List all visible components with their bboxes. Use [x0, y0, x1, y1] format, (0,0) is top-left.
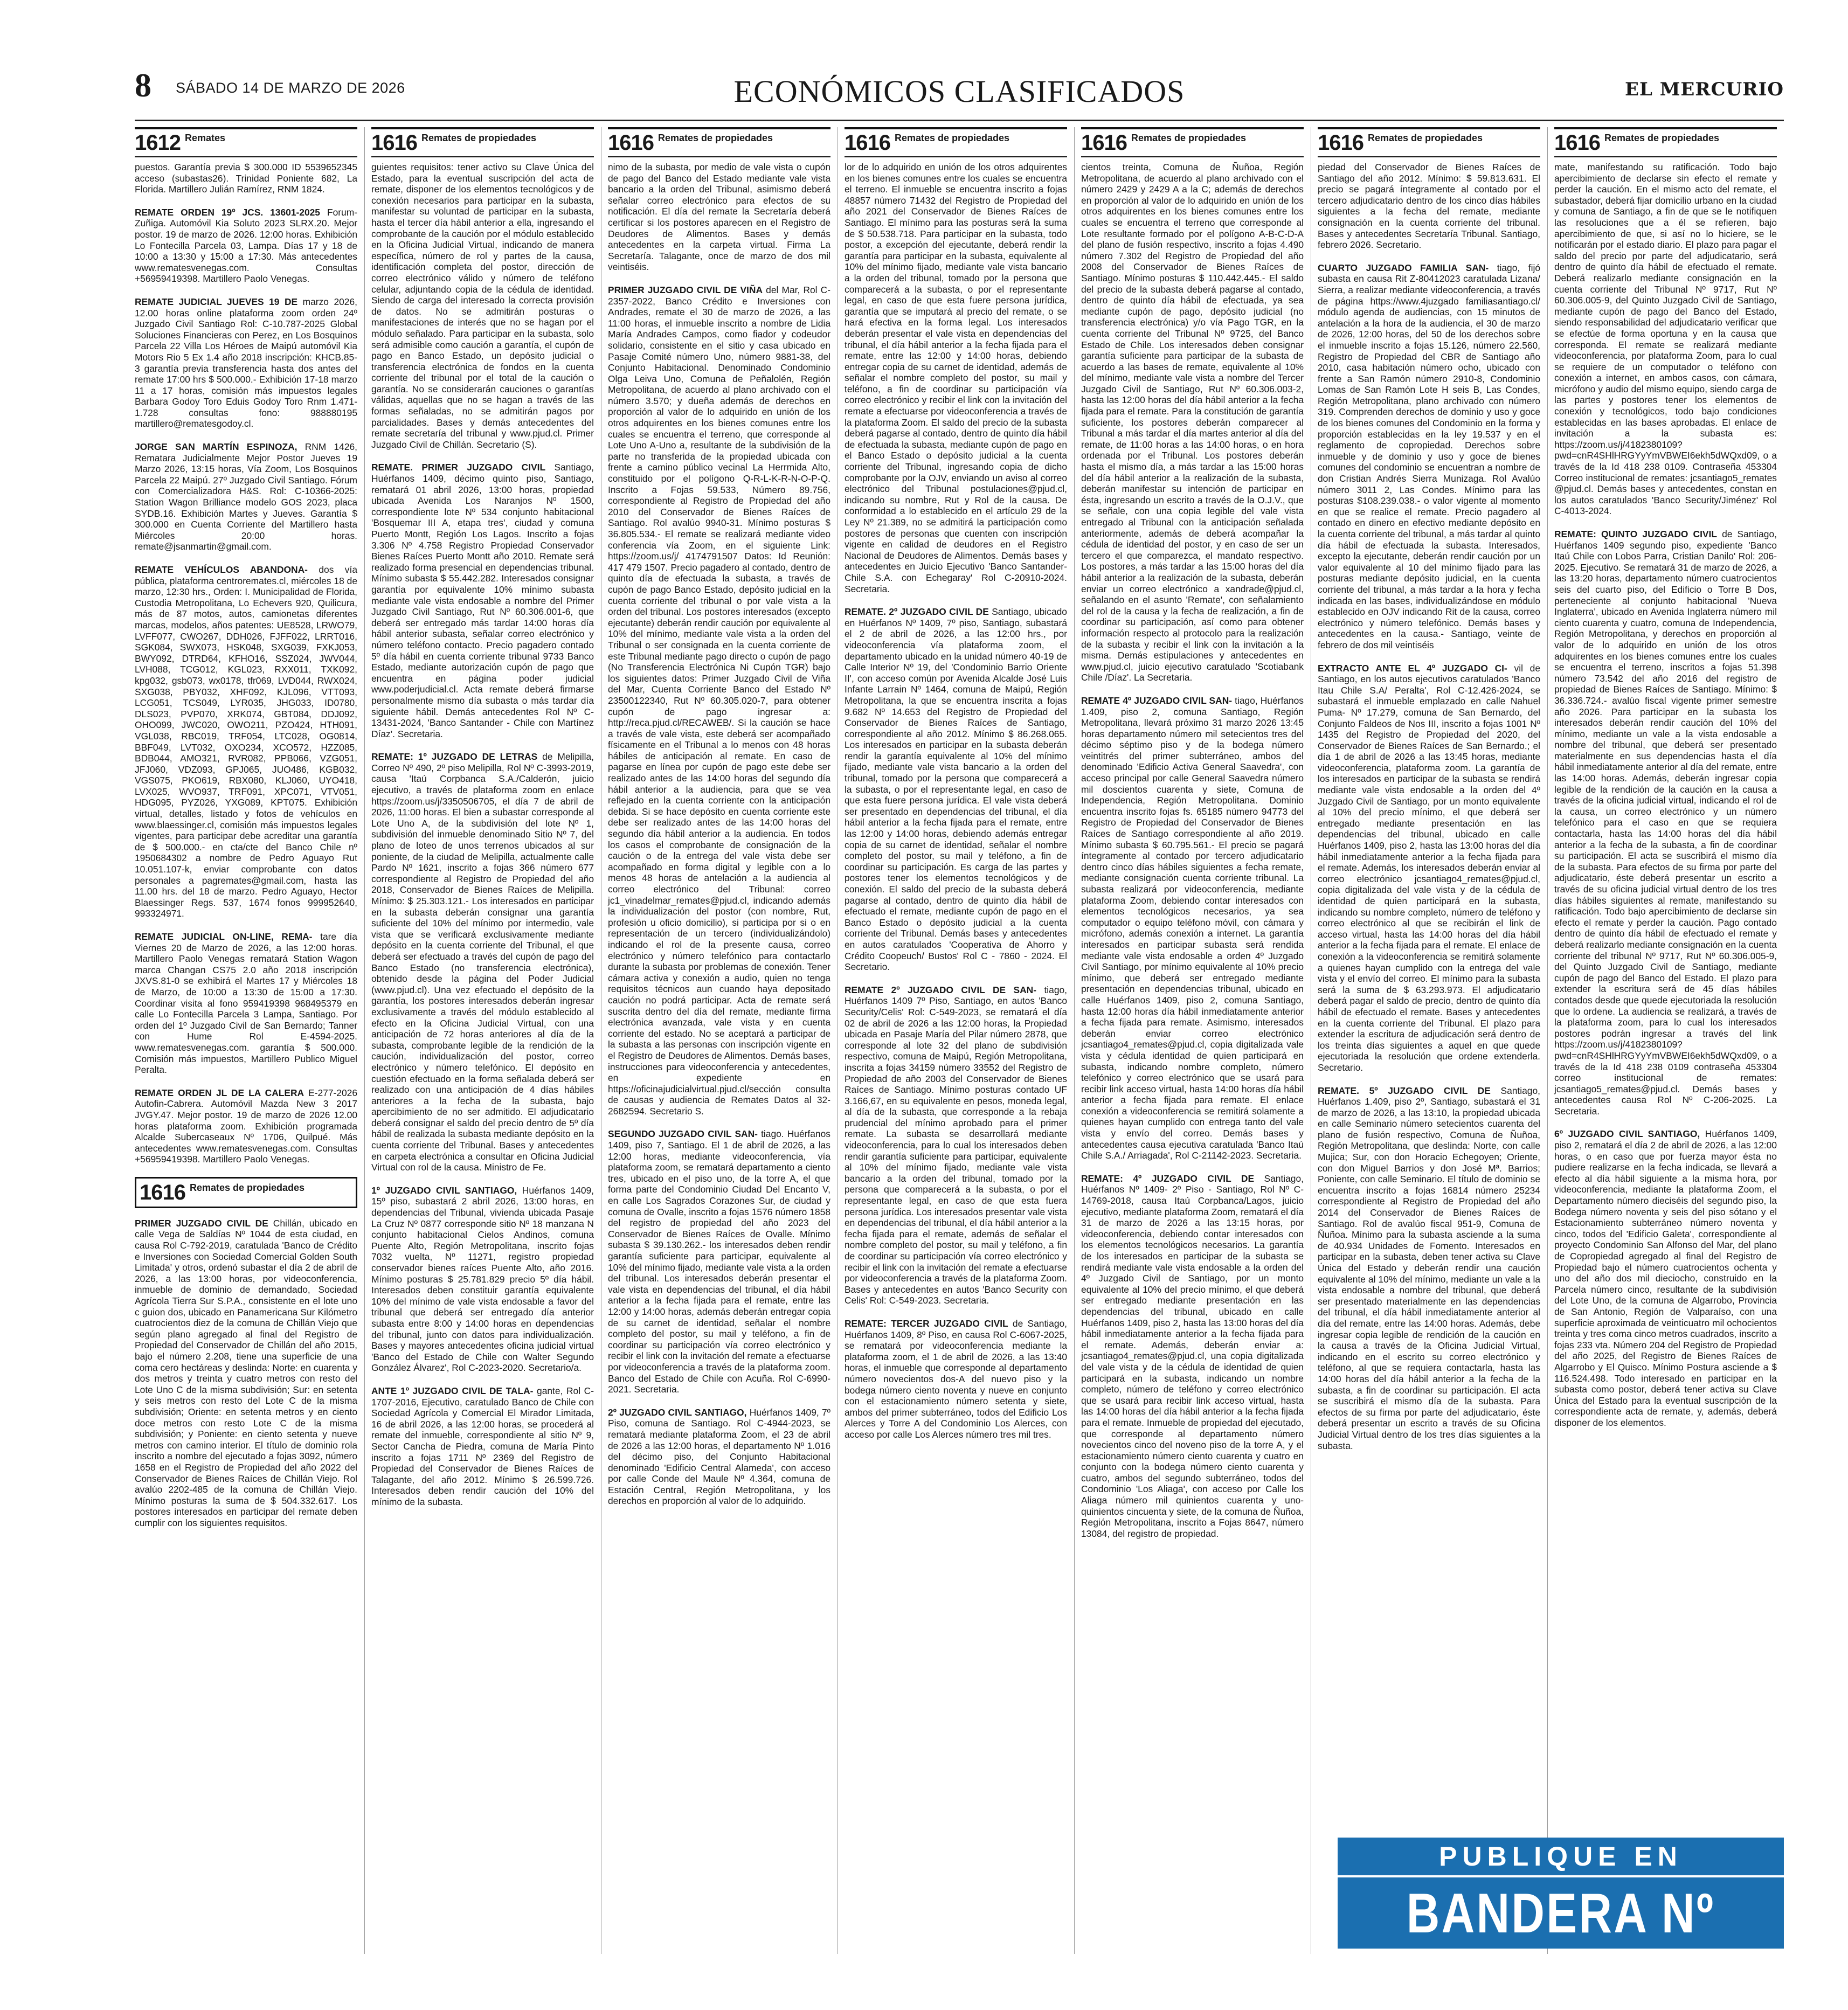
inline-section-heading	[135, 1177, 357, 1208]
ad-body: piedad del Conservador de Bienes Raíces de Santiago del año 2012. Mínimo: $ 59.813.631. El precio se pagará íntegramente al contado por el tercero adjudicatario dentro de los cinco días hábiles siguientes a la fecha del remate, mediante consignación en la cuenta corriente del tribunal. Bases y antecedentes Secretaría Tribunal. Santiago, febrero 2026. Secretario.	[1318, 162, 1540, 251]
classified-ad	[135, 162, 357, 195]
ad-body: Santiago, Huérfanos Nº 1409- 2º Piso - Santiago, Rol Nº C-14769-2018, causa Itaú Corpbanca/Lagos, juicio ejecutivo, mediante plataforma Zoom, rematará el día 31 de marzo de 2026 a las 13:15 horas, por videoconferencia, debiendo contar interesados con los elementos tecnológicos necesarios. La garantía de los interesados en participar de la subasta se rendirá mediante vale vista endosable a la orden del 4º Juzgado Civil de Santiago, por un monto equivalente al 10% del precio mínimo, el que deberá ser entregado mediante presentación en las dependencias del tribunal, ubicado en calle Huérfanos 1409, piso 2, hasta las 13:00 horas del día hábil inmediatamente anterior a la fecha fijada para el remate. Además, deberán enviar a: jcsantiago4_remates@pjud.cl, una copia digitalizada del vale vista y de la cédula de identidad de quien participará en la subasta, indicando un nombre completo, número de teléfono y correo electrónico que se usará para recibir link acceso virtual, hasta las 14:00 horas del día hábil anterior a la fecha fijada para el remate. Inmueble de propiedad del ejecutado, que corresponde al departamento número novecientos cinco del noveno piso de la torre A, y el estacionamiento número ciento cuarenta y cuatro en conjunto con la bodega número ciento cuarenta y cuatro, ambos del segundo subterráneo, todos del Condominio 'Los Aliaga', con acceso por Calle los Aliaga número mil quinientos cuarenta y uno- quinientos cincuenta y siete, de la comuna de Ñuñoa, Región Metropolitana, inscrito a Fojas 8647, número 13084, del registro de propiedad.	[1081, 1173, 1304, 1539]
classified-ad	[1318, 262, 1540, 651]
section-heading	[135, 127, 357, 157]
ad-lead: 6º JUZGADO CIVIL SANTIAGO,	[1554, 1128, 1700, 1140]
classified-column	[135, 127, 357, 1954]
promo-line-1: PUBLIQUE EN	[1439, 1841, 1683, 1872]
ad-lead: REMATE: QUINTO JUZGADO CIVIL	[1554, 529, 1717, 539]
section-code: 1616	[1081, 131, 1127, 155]
section-title: ECONÓMICOS CLASIFICADOS	[733, 74, 1185, 109]
section-code: 1612	[135, 131, 181, 155]
ad-body: tiago, Huérfanos 1.409, piso 2, comuna Santiago, Región Metropolitana, llevará próximo 31 marzo 2026 13:45 horas departamento número mil setecientos tres del décimo séptimo piso y de la bodega número veintitrés del primer subterráneo, ambos del denominado 'Edificio Activa General Saavedra', con acceso principal por calle General Saavedra número mil doscientos cuarenta y siete, Comuna de Independencia, Región Metropolitana. Dominio encuentra inscrito fojas fs. 65185 número 94773 del Registro de Propiedad del Conservador de Bienes Raíces de Santiago correspondiente al año 2019. Mínimo subasta $ 60.795.561.- El precio se pagará íntegramente al contado por tercero adjudicatario dentro cinco días hábiles siguientes a fecha remate, mediante consignación cuenta corriente tribunal. La subasta realizará por videoconferencia, mediante plataforma Zoom, debiendo contar interesados con elementos tecnológicos necesarios, ya sea computador o equipo teléfono móvil, con cámara y micrófono, además conexión a internet. La garantía interesados en participar subasta será rendida mediante vale vista endosable a orden 4º Juzgado Civil Santiago, por mínimo equivalente al 10% precio mínimo, que deberá ser entregado mediante presentación en dependencias tribunal, ubicado en calle Huérfanos 1409, piso 2, comuna Santiago, hasta 12:00 horas día hábil inmediatamente anterior a fecha fijada para remate. Asimismo, interesados deberán enviar correo electrónico jcsantiago4_remates@pjud.cl, copia digitalizada vale vista y cédula identidad de quien participará en subasta, indicando nombre completo, número telefónico y correo electrónico que se usará para recibir link acceso virtual, hasta 14:00 horas día hábil anterior a fecha fijada para remate. El enlace conexión a videoconferencia se remitirá solamente a quienes hayan cumplido con entrega tanto del vale vista y envío del correo. Demás bases y antecedentes causa ejecutiva caratulada 'Banco Itaú Chile S.A./ Arriagada', Rol C-21142-2023. Secretaria.	[1081, 695, 1304, 1161]
ad-lead: SEGUNDO JUZGADO CIVIL SAN-	[608, 1128, 758, 1140]
section-heading	[1554, 127, 1777, 157]
ad-list	[845, 157, 1067, 1440]
section-code: 1616	[845, 131, 890, 155]
promo-banner	[1338, 1838, 1784, 2009]
ad-list	[371, 157, 594, 1507]
section-code: 1616	[1318, 131, 1363, 155]
classified-ad	[1318, 663, 1540, 1073]
ad-lead: REMATE: 1º JUZGADO DE LETRAS	[371, 751, 538, 763]
classified-column	[1554, 127, 1777, 1954]
section-code: 1616	[140, 1180, 185, 1204]
section-label: Remates de propiedades	[657, 133, 773, 143]
ad-lead: REMATE VEHÍCULOS ABANDONA-	[135, 564, 308, 575]
ad-lead: JORGE SAN MARTÍN ESPINOZA,	[135, 441, 297, 453]
classified-ad	[371, 462, 594, 739]
ad-body: Santiago, Huérfanos 1409, décimo quinto piso, Santiago, rematará 01 abril 2026, 13:00 horas, propiedad ubicada Avenida Los Naranjos Nº 1500, correspondiente lote Nº 534 conjunto habitacional 'Bosquemar III A, etapa tres', ciudad y comuna Puerto Montt, Región Los Lagos. Inscrito a fojas 3.306 Nº 4.758 Registro Propiedad Conservador Bienes Raíces Puerto Montt año 2010. Remate será realizado forma presencial en dependencias tribunal. Mínimo subasta $ 55.442.282. Interesados consignar garantía por equivalente 10% mínimo subasta mediante vale vista endosable a nombre del Primer Juzgado Civil Santiago, Rut Nº 60.306.001-6, que deberá ser entregado más tardar 14:00 horas día hábil anterior subasta, señalar correo electrónico y número teléfono contacto. Precio pagadero contado 5º día hábil en cuenta corriente tribunal 9733 Banco Estado, mediante autorización cupón de pago que encuentra en página poder judicial www.poderjudicial.cl. Acta remate deberá firmarse personalmente mismo día subasta o más tardar día siguiente hábil. Demás antecedentes Rol Nº C-13431-2024, 'Banco Santander - Chile con Martínez Díaz'. Secretaria.	[371, 462, 594, 739]
classified-ad	[1318, 1085, 1540, 1452]
ad-body: Santiago, ubicado en Huérfanos Nº 1409, 7º piso, Santiago, subastará el 2 de abril de 2026, a las 12:00 hrs., por videoconferencia vía plataforma zoom, el departamento ubicado en la unidad número 40-19 de Calle Interior Nº 19, del 'Condominio Barrio Oriente II', con acceso común por Avenida Alcalde José Luis Infante Larrain Nº 1464, comuna de Maipú, Región Metropolitana, la que se encuentra inscrita a fojas 9.682 Nº 14.653 del Registro de Propiedad del Conservador de Bienes Raíces de Santiago, correspondiente al año 2012. Mínimo $ 86.268.065. Los interesados en participar en la subasta deberán rendir la garantía equivalente al 10% del mínimo fijado, mediante vale vista bancario a la orden del tribunal, tomado por la persona que comparecerá a la subasta, o por el representante legal, en caso de que esta fuere persona jurídica. El vale vista deberá ser presentado en dependencias del tribunal, el día hábil anterior a la fecha fijada para el remate, entre las 12:00 y 14:00 horas, debiendo además entregar copia de su carnet de identidad, señalar el nombre completo del postor, su mail y teléfono, a fin de coordinar su participación. Es carga de las partes y postores tener los elementos tecnológicos y de conexión. El saldo del precio de la subasta deberá pagarse al contado, dentro de quinto día hábil de efectuado el remate, mediante cupón de pago en el Banco Estado o depósito judicial a la cuenta corriente del Tribunal. Demás bases y antecedentes en autos caratulados 'Cooperativa de Ahorro y Crédito Coopeuch/ Bustos' Rol C - 7860 - 2024. El Secretario.	[845, 606, 1067, 973]
promo-line-2: BANDERA Nº 331	[1406, 1882, 1715, 2009]
classified-ad	[135, 1087, 357, 1165]
ad-body: mate, manifestando su ratificación. Todo bajo apercibimiento de declarse sin efecto el remate y perder la caución. En el mismo acto del remate, el subastador, deberá fijar domicilio urbano en la ciudad y comuna de Santiago, a fin de que se le notifiquen las resoluciones que a él se refieren, bajo apercibimiento de que, si así no lo hiciere, se le notificarán por el estado diario. El plazo para pagar el saldo del precio por parte del adjudicatario, será dentro de quinto día hábil de efectuado el remate. Deberá realizarlo mediante consignación en la cuenta corriente del Tribunal Nº 9717, Rut Nº 60.306.005-9, del Quinto Juzgado Civil de Santiago, mediante cupón de pago del Banco del Estado, siendo responsabilidad del adjudicatario verificar que se efectúe de forma oportuna y en la causa que corresponda. El remate se realizará mediante videoconferencia, por plataforma Zoom, para lo cual se requiere de un computador o teléfono con conexión a internet, en ambos casos, con cámara, micrófono y audio del mismo equipo, siendo carga de las partes y postores tener los elementos de conexión y tecnológicos, todo bajo condiciones establecidas en las bases aprobadas. El enlace de invitación a la subasta es: https://zoom.us/j/4182380109?pwd=cnR4SHlHRGYyYmVBWEI6ekh5dWQxd09, o a través de la Id 418 238 0109. Contraseña 453304 Correo institucional de remates: jcsantiago5_remates @pjud.cl. Demás bases y antecedentes, constan en los autos caratulados 'Banco Security/Jiménez' Rol C-4013-2024.	[1554, 162, 1777, 517]
ad-lead: PRIMER JUZGADO CIVIL DE	[135, 1217, 268, 1229]
section-label: Remates de propiedades	[189, 1182, 305, 1193]
page-header	[135, 65, 1784, 119]
classified-column	[1081, 127, 1304, 1954]
newspaper-brand: EL MERCURIO	[1625, 79, 1784, 100]
classified-ad	[845, 606, 1067, 973]
ad-body: cientos treinta, Comuna de Ñuñoa, Región Metropolitana, de acuerdo al plano archivado con el número 2429 y 2429 A a la C; además de derechos en proporción al valor de lo adquirido en unión de los otros adquirentes en los bienes comunes entre los cuales se encuentra el terreno que corresponde al Lote resultante formado por el polígono A-B-C-D-A del plano de fusión respectivo, inscrito a fojas 4.490 número 7.302 del Registro de Propiedad del año 2008 del Conservador de Bienes Raíces de Santiago. Mínimo posturas $ 110.442.445.- El saldo del precio de la subasta deberá pagarse al contado, dentro de quinto día hábil de efectuada, ya sea mediante cupón de pago, depósito judicial (no transferencia electrónica) y/o vía Pago TGR, en la cuenta corriente del Tribunal Nº 9725, del Banco Estado de Chile. Los interesados deben consignar garantía suficiente para participar de la subasta de acuerdo a las bases de remate, equivalente al 10% del mínimo, mediante vale vista a nombre del Tercer Juzgado Civil de Santiago, Rut Nº 60.306.003-2, hasta las 12:00 horas del día hábil anterior a la fecha fijada para el remate. Para la constitución de garantía suficiente, los postores deberán comparecer al Tribunal a más tardar el día martes anterior al día del remate, de 11:00 horas a las 14:00 horas, o en hora ordenada por el Tribunal. Los postores deberán hasta el mismo día, a más tardar a las 15:00 horas del día hábil anterior a la realización de la subasta, deberán manifestar su intención de participar en ésta, ingresando un escrito a través de la O.J.V., que se señale, con una copia legible del vale vista entregado al Tribunal con la anticipación señalada anteriormente, además de deberá acompañar la cédula de identidad del postor, y en caso de ser un tercero el que comparezca, el mandato respectivo. Los postores, a más tardar a las 15:00 horas del día hábil anterior a la realización de la subasta, deberán enviar un correo electrónico a xandrade@pjud.cl, señalando en el asunto 'Remate', con señalamiento del rol de la causa y la fecha de realización, a fin de coordinar su participación, así como para obtener información respecto al protocolo para la realización de la subasta y recibir el link con la invitación a la misma. Demás estipulaciones y antecedentes en www.pjud.cl, juicio ejecutivo caratulado 'Scotiabank Chile /Díaz'. La Secretaria.	[1081, 162, 1304, 683]
section-code: 1616	[1554, 131, 1600, 155]
ad-body: tiago, Huérfanos 1409 7º Piso, Santiago, en autos 'Banco Security/Celis' Rol: C-549-2023, se rematará el día 02 de abril de 2026 a las 12:00 horas, la Propiedad ubicada en Pasaje María del Pilar número 2878, que corresponde al lote 32 del plano de subdivisión respectivo, comuna de Maipú, Región Metropolitana, inscrita a fojas 34159 número 33552 del Registro de Propiedad de año 2003 del Conservador de Bienes Raíces de Santiago. Mínimo posturas contado UF 3.166,67, en su equivalente en pesos, moneda legal, al día de la subasta, que corresponde a la rebaja prudencial del mínimo aprobado para el primer remate. La subasta se desarrollará mediante videoconferencia, para lo cual los interesados deben rendir garantía suficiente para participar, equivalente al 10% del mínimo fijado, mediante vale vista bancario a la orden del tribunal, tomado por la persona que comparecerá a la subasta, o por el representante legal, en caso de que esta fuera persona jurídica. Los interesados presentar vale vista en dependencias del tribunal, el día hábil anterior a la fecha fijada para el remate, además de señalar el nombre completo del postor, su mail y teléfono, a fin de coordinar su participación vía correo electrónico y recibir el link con la invitación del remate a efectuarse por videoconferencia a través de la plataforma Zoom. Bases y antecedentes en autos 'Banco Security con Celis' Rol: C-549-2023. Secretaria.	[845, 984, 1067, 1306]
header-divider	[135, 120, 1784, 121]
section-heading	[1081, 127, 1304, 157]
ad-body: Santiago, Huérfanos 1.409, piso 2º, Santiago, subastará el 31 de marzo de 2026, a las 13:10, la propiedad ubicada en calle Seminario número setecientos cuarenta del plano de fusión respectivo, Comuna de Ñuñoa, Región Metropolitana, que deslinda: Norte, con calle Mujica; Sur, con don Horacio Echegoyen; Oriente, con don Miguel Barrios y don José Mª. Barrios; Poniente, con calle Seminario. El título de dominio se encuentra inscrito a fojas 16814 número 25234 correspondiente al Registro de Propiedad del año 2014 del Conservador de Bienes Raíces de Santiago. Rol de avalúo fiscal 951-9, Comuna de Ñuñoa. Mínimo para la subasta asciende a la suma de 40.934 Unidades de Fomento. Interesados en participar en la subasta, deben tener activa su Clave Única del Estado y deberán rendir una caución equivalente al 10% del mínimo, mediante un vale a la vista endosable a nombre del tribunal, que deberá ser presentado materialmente en las dependencias del tribunal, el día hábil inmediatamente anterior al día del remate, entre las 14:00 horas. Además, debe ingresar copia legible de rendición de la caución en la causa a través de la Oficina Judicial Virtual, indicando en el escrito su correo electrónico y teléfono, al que se requiera contactarla, hasta las 14:00 horas del día hábil anterior a la fecha de la subasta, a fin de coordinar su participación. El acta se suscribirá el mismo día de la subasta. Para efectos de su firma por parte del adjudicatario, éste deberá presentar un escrito a través de su Oficina Judicial Virtual dentro de los tres días siguientes a la subasta.	[1318, 1085, 1540, 1451]
page-number: 8	[135, 67, 151, 104]
classified-ad	[371, 162, 594, 450]
ad-lead: PRIMER JUZGADO CIVIL DE VIÑA	[608, 284, 763, 295]
ad-lead: 2º JUZGADO CIVIL SANTIAGO,	[608, 1406, 747, 1418]
classified-ad	[608, 285, 830, 1117]
classified-ad	[845, 1318, 1067, 1440]
ad-list	[1554, 157, 1777, 1429]
ad-body: vil de Santiago, en los autos ejecutivos caratulados 'Banco Itau Chile S.A/ Peralta', Rol C-12.426-2024, se subastará el inmueble emplazado en calle Nahuel Puma- Nº 17.279, comuna de San Bernardo, del Conjunto Faldeos de Nos III, inscrito a fojas 1001 Nº 1435 del Registro de Propiedad del 2020, del Conservador de Bienes Raíces de San Bernardo.; el día 1 de abril de 2026 a las 13:45 horas, mediante videoconferencia, plataforma zoom. La garantía de los interesados en participar de la subasta se rendirá mediante vale vista endosable a la orden del 4º Juzgado Civil de Santiago, por un monto equivalente al 10% del precio mínimo, el que deberá ser entregado mediante presentación en las dependencias del tribunal, ubicado en calle Huérfanos 1409, piso 2, hasta las 13:00 horas del día hábil inmediatamente anterior a la fecha fijada para el remate. Además, los interesados deberán enviar al correo electrónico jcsantiago4_remates@pjud.cl, copia digitalizada del vale vista y de la cédula de identidad de quien participará en la subasta, indicando su nombre completo, número de teléfono y correo electrónico al que se recibirán el link de acceso virtual, hasta las 14:00 horas del día hábil anterior a la fecha fijada para el remate. El enlace de conexión a la videoconferencia se remitirá solamente a quienes hayan cumplido con la entrega del vale vista y el envío del correo. El mínimo para la subasta será la suma de $ 63.293.973. El adjudicatario deberá pagar el saldo de precio, dentro de quinto día hábil de efectuado el remate. Bases y antecedentes en la cuenta corriente del Tribunal. El plazo para extender la escritura de adjudicación será dentro de los treinta días siguientes a aquel en que quede ejecutoriada la resolución que ordene extenderla. Secretario.	[1318, 662, 1541, 1073]
column-divider	[1547, 127, 1548, 1954]
ad-list	[1081, 157, 1304, 1539]
classified-ad	[1554, 1128, 1777, 1428]
classified-ad	[845, 162, 1067, 594]
classified-ad	[608, 1407, 830, 1507]
ad-lead: REMATE JUDICIAL ON-LINE, REMA-	[135, 931, 313, 942]
classified-ad	[1318, 162, 1540, 251]
section-label: Remates de propiedades	[1367, 133, 1483, 143]
classified-ad	[135, 441, 357, 552]
section-label: Remates	[184, 133, 226, 143]
classified-column	[1318, 127, 1540, 1830]
classified-ad	[135, 564, 357, 919]
section-label: Remates de propiedades	[1131, 133, 1247, 143]
ad-lead: ANTE 1º JUZGADO CIVIL DE TALA-	[371, 1385, 534, 1396]
ad-body: guientes requisitos: tener activo su Clave Única del Estado, para la eventual suscripción del acta de remate, disponer de los elementos tecnológicos y de conexión necesarios para participar en la subasta, manifestar su voluntad de participar en la subasta, hasta el tercer día hábil anterior a ella, ingresando el comprobante de la caución por el módulo establecido en la Oficina Judicial Virtual, indicando de manera específica, número de rol y partes de la causa, identificación completa del postor, dirección de correo electrónico válido y número de teléfono celular, adjuntando copia de la cédula de identidad. Siendo de carga del interesado la correcta provisión de datos. No se admitirán posturas o manifestaciones de interés que no se hagan por el módulo señalado. Para participar en la subasta, solo será admisible como caución a garantía, el cupón de pago en Banco Estado, un depósito judicial o transferencia electrónica de fondos en la cuenta corriente del tribunal por el total de la caución o garantía. No se considerarán cauciones o garantías válidas, aquellas que no se hagan a través de las formas señaladas, no se admitirán pagos por parcialidades. Bases y demás antecedentes del remate secretaría del tribunal y www.pjud.cl. Primer Juzgado Civil de Chillán. Secretario (S).	[371, 162, 594, 450]
ad-lead: REMATE: TERCER JUZGADO CIVIL	[845, 1318, 1008, 1329]
classified-column	[371, 127, 594, 1954]
ad-lead: REMATE 4º JUZGADO CIVIL SAN-	[1081, 695, 1233, 706]
ad-body: de Santiago, Huérfanos 1409, 8º Piso, en causa Rol C-6067-2025, se rematará por videoconferencia mediante la plataforma zoom, el 1 de abril de 2026, a las 13:40 horas, el inmueble que corresponde al departamento número novecientos dos-A del nuevo piso y la bodega número ciento noventa y nueve en conjunto con el estacionamiento número setenta y siete, ambos del primer subterráneo, todos del Edificio Los Alerces y Torre A del Condominio Los Alerces, con acceso por calle Los Alerces número tres mil tres.	[845, 1318, 1068, 1440]
ad-body: tiago. Huérfanos 1409, piso 7, Santiago. El 1 de abril de 2026, a las 12:00 horas, mediante videoconferencia, vía plataforma zoom, se rematará departamento a ciento tres, ubicado en el piso uno, de la torre A, el que forma parte del Condominio Ciudad Del Encanto V, en calle Los Sagrados Corazones Sur, de ciudad y comuna de Ovalle, inscrito a fojas 1576 número 1858 del registro de propiedad del año 2023 del Conservador de Bienes Raíces de Ovalle. Mínimo subasta $ 39.130.262.- los interesados deben rendir garantía suficiente para participar, equivalente al 10% del mínimo fijado, mediante vale vista a la orden del tribunal. Los interesados deberán presentar el vale vista en dependencias del tribunal, el día hábil anterior a la fecha fijada para el remate, entre las 12:00 y 14:00 horas, además deberán entregar copia de su carnet de identidad, señalar el nombre completo del postor, su mail y teléfono, a fin de coordinar su participación vía correo electrónico y recibir el link con la invitación del remate a efectuarse por videoconferencia a través de la plataforma zoom. Banco del Estado de Chile con Acuña. Rol C-6990-2021. Secretaria.	[608, 1128, 830, 1395]
classified-ad	[135, 296, 357, 429]
ad-lead: REMATE. 5º JUZGADO CIVIL DE	[1318, 1085, 1491, 1096]
classified-ad	[1081, 162, 1304, 683]
classified-ad	[845, 985, 1067, 1306]
ad-body: de Santiago, Huérfanos 1409 segundo piso, expediente 'Banco Itaú Chile con Lobos Parra, Cristian Danilo' Rol: 206-2025. Ejecutivo. Se rematará 31 de marzo de 2026, a las 13:20 horas, departamento número cuatrocientos seis del cuarto piso, del Edificio o Torre B Dos, perteneciente al conjunto habitacional 'Nueva Inglaterra', ubicado en Avenida Inglaterra número mil ciento cuarenta y cuatro, comuna de Independencia, Región Metropolitana, y derechos en proporción al valor de lo adquirido en unión de los otros adquirentes en los bienes comunes entre los cuales se encuentra el terreno, inscritos a fojas 51.398 número 73.542 del año 2016 del registro de propiedad de Bienes Raíces de Santiago. Mínimo: $ 36.336.724.- avalúo fiscal vigente primer semestre año 2026. Para participar en la subasta los interesados deberán rendir caución del 10% del mínimo, mediante un vale a la vista endosable a nombre del tribunal, que deberá ser presentado materialmente en sus dependencias hasta el día hábil inmediatamente anterior al día del remate, entre las 14:00 horas. Además, deberán ingresar copia legible de la rendición de la caución en la causa a través de la oficina judicial virtual, indicando el rol de la causa, un correo electrónico y un número telefónico para el caso en que se requiera contactarla, hasta las 14:00 horas del día hábil anterior a la fecha de la subasta, a fin de coordinar su participación. El acta se suscribirá el mismo día de la subasta. Para efectos de su firma por parte del adjudicatario, éste deberá presentar un escrito a través de su oficina judicial virtual dentro de los tres días hábiles siguientes al remate, manifestando su ratificación. Todo bajo apercibimiento de declarse sin efecto el remate y perder la caución. Pago contado dentro de quinto día hábil de efectuado el remate y deberá realizarlo mediante consignación en la cuenta corriente del tribunal Nº 9717, Rut Nº 60.306.005-9, del Quinto Juzgado Civil de Santiago, mediante cupón de pago del Banco del Estado. El plazo para extender la escritura será de 45 días hábiles contados desde que quede ejecutoriada la resolución que lo ordene. La audiencia se realizará, a través de la plataforma zoom, para lo cual los interesados postores podrán ingresar a través del link https://zoom.us/j/4182380109?pwd=cnR4SHlHRGYyYmVBWEI6ekh5dWQxd09, o a través de la Id 418 238 0109 contraseña 453304 correo institucional de remates: jcsantiago5_remates@pjud.cl. Demás bases y antecedentes causa Rol Nº C-206-2025. La Secretaria.	[1554, 529, 1777, 1117]
ad-body: del Mar, Rol C-2357-2022, Banco Crédito e Inversiones con Andrades, remate el 30 de marzo de 2026, a las 11:00 horas, el inmueble inscrito a nombre de Lidia María Andrades Campos, como fiador y codeudor solidario, consistente en el sitio y casa ubicado en Pasaje Comité número Uno, número 9881-38, del Conjunto Habitacional. Denominado Condominio Olga Leiva Uno, Comuna de Peñalolén, Región Metropolitana, de acuerdo al plano archivado con el número 3.570; y dueña además de derechos en proporción al valor de lo adquirido en unión de los otros adquirentes en los bienes comunes entre los cuales se encuentra el terreno, que corresponde al Lote Uno A-Uno a, resultante de la subdivisión de la parte no transferida de la propiedad ubicada con frente a camino público vecinal La Herrmida Alto, constituido por el polígono Q-R-L-K-R-N-O-P-Q. Inscrito a Fojas 59.533, Número 89.756, correspondiente al Registro de Propiedad del año 2010 del Conservador de Bienes Raíces de Santiago. Rol avalúo 9940-31. Mínimo posturas $ 36.805.534.- El remate se realizará mediante video conferencia vía Zoom, en el siguiente Link: https://zoom.us/j/ 4174791507 Datos: Id Reunión: 417 479 1507. Precio pagadero al contado, dentro de quinto día de efectuada la subasta, a través de cupón de pago Banco Estado, depósito judicial en la cuenta corriente del tribunal o por vale vista a la orden del tribunal. Los postores interesados (excepto ejecutante) deberán rendir caución por equivalente al 10% del mínimo, mediante vale vista a la orden del Tribunal o ser consignada en la cuenta corriente de este Tribunal mediante pago directo o cupón de pago (No Transferencia Electrónica Ni Cupón TGR) bajo los siguientes datos: Primer Juzgado Civil de Viña del Mar, Cuenta Corriente Banco del Estado Nº 23500122340, Rut Nº 60.305.020-7, para obtener cupón de pago ingresar a: http://reca.pjud.cl/RECAWEB/. Si la caución se hace a través de vale vista, este deberá ser acompañado físicamente en el Tribunal a lo menos con 48 horas hábiles de anticipación al remate. En caso de pagarse en línea por cupón de pago este debe ser realizado antes de las 14:00 horas del segundo día hábil anterior a la audiencia, para que se vea reflejado en la cuenta corriente con la anticipación debida. Si se hace depósito en cuenta corriente este debe ser realizado antes de las 14:00 horas del segundo día hábil anterior a la audiencia. En todos los casos el comprobante de consignación de la caución o de la entrega del vale vista debe ser acompañado en forma digital y legible con a lo menos 48 horas de antelación a la audiencia al correo electrónico del Tribunal: correo jc1_vinadelmar_remates@pjud.cl, indicando además la individualización del postor (con nombre, Rut, profesión u oficio domicilio), si participa por si o en representación de un tercero (individualizándolo) indicando el rol de la presente causa, correo electrónico y número telefónico para contactarlo durante la subasta por problemas de conexión. Tener cámara activa y conexión a audio, quien no tenga requisitos técnicos aun cuando haya depositado caución no podrá participar. Acta de remate será suscrita dentro del día del remate, mediante firma electrónica avanzada, vale vista y en cuenta corriente del estado. No se aceptará a participar de la subasta a las personas con inscripción vigente en el Registro de Deudores de Alimentos. Demás bases, instrucciones para videoconferencia y antecedentes, en expediente en https://oficinajudicialvirtual.pjud.cl/sección consulta de causas y audiencia de Remates Datos al 32-2682594. Secretario S.	[608, 284, 831, 1117]
edition-date: SÁBADO 14 DE MARZO DE 2026	[176, 80, 405, 96]
section-code: 1616	[608, 131, 654, 155]
classified-ad	[1554, 529, 1777, 1117]
ad-lead: REMATE: 4º JUZGADO CIVIL DE	[1081, 1173, 1255, 1184]
ad-list	[1318, 157, 1540, 1451]
classified-ad	[1081, 695, 1304, 1161]
section-label: Remates de propiedades	[894, 133, 1010, 143]
ad-body: de Melipilla, Correo Nº 490, 2º piso Melipilla, Rol Nº C-3993-2019, causa 'Itaú Corpbanca S.A./Calderón, juicio ejecutivo, a través de plataforma zoom en enlace https://zoom.us/j/3350506705, el día 7 de abril de 2026, 11:00 horas. El bien a subastar corresponde al Lote Uno A, de la subdivisión del lote Nº 1, subdivisión del inmueble denominado Sitio Nº 7, del plano de loteo de unos terrenos ubicados al sur poniente, de la ciudad de Melipilla, actualmente calle Pardo Nº 1621, inscrito a fojas 366 número 677 correspondiente al Registro de Propiedad del año 2018, Conservador de Bienes Raíces de Melipilla. Mínimo: $ 25.303.121.- Los interesados en participar en la subasta deberán consignar una garantía suficiente del 10% del mínimo por intermedio, vale vista que se verificará exclusivamente mediante depósito en la cuenta corriente del Tribunal, el que deberá ser efectuado a través del cupón de pago del Banco Estado (no transferencia electrónica), obtenido desde la página del Poder Judicial (www.pjud.cl). Una vez efectuado el depósito de la garantía, los postores interesados deberán ingresar exclusivamente a través del módulo establecido al efecto en la Oficina Judicial Virtual, con una anticipación de 72 horas anteriores al día de la subasta, comprobante legible de la rendición de la caución, individualización del postor, correo electrónico y número telefónico. El depósito en cuestión efectuado en la forma señalada deberá ser realizado con una anticipación de 4 días hábiles anteriores a la fecha de la subasta, bajo apercibimiento de no ser admitido. El adjudicatario deberá consignar el saldo del precio dentro de 5º día hábil de realizada la subasta mediante depósito en la cuenta corriente del Tribunal. Bases y antecedentes en carpeta electrónica a consultar en Oficina Judicial Virtual con rol de la causa. Ministro de Fe.	[371, 751, 594, 1173]
ad-body: Chillán, ubicado en calle Vega de Saldías Nº 1044 de esta ciudad, en causa Rol C-792-2019, caratulada 'Banco de Crédito e Inversiones con Sociedad Comercial Golden South Limitada' y otros, ordenó subastar el día 2 de abril de 2026, a las 13:00 horas, por videoconferencia, inmueble de dominio de demandado, Sociedad Agrícola Tierra Sur S.P.A., consistente en el lote uno c guion dos, ubicado en Panamericana Sur Kilómetro cuatrocientos diez de la comuna de Chillán Viejo que según plano agregado al final del Registro de Propiedad del Conservador de Chillán del año 2015, bajo el número 2.208, tiene una superficie de una coma cero hectáreas y deslinda: Norte: en cuarenta y dos metros y treinta y cuatro metros con resto del Lote Uno C de la misma subdivisión; Sur: en setenta y seis metros con resto del Lote C de la misma subdivisión; Oriente: en setenta metros y en ciento doce metros con resto Lote C de la misma subdivisión; y Poniente: en ciento setenta y nueve metros con camino interior. El título de dominio rola inscrito a nombre del ejecutado a fojas 3092, número 1658 en el Registro de Propiedad del año 2022 del Conservador de Bienes Raíces de Chillán Viejo. Rol avalúo 2202-485 de la comuna de Chillán Viejo. Mínimo posturas la suma de $ 504.332.617. Los postores interesados en participar del remate deben cumplir con los siguientes requisitos.	[135, 1217, 357, 1528]
section-heading	[608, 127, 830, 157]
promo-divider	[1338, 1875, 1784, 1877]
ad-body: gante, Rol C-1707-2016, Ejecutivo, caratulado Banco de Chile con Sociedad Agrícola y Comercial El Mirador Limitada, 16 de abril 2026, a las 12:00 horas, se procederá al remate del inmueble, correspondiente al sitio Nº 9, Sector Cancha de Piedra, comuna de María Pinto inscrito a fojas 1711 Nº 2369 del Registro de Propiedad del Conservador de Bienes Raíces de Talagante, del año 2012. Mínimo $ 26.599.726. Interesados deben rendir caución del 10% del mínimo de la subasta.	[371, 1385, 594, 1507]
ad-lead: REMATE JUDICIAL JUEVES 19 DE	[135, 296, 298, 307]
ad-list	[608, 157, 830, 1507]
ad-body: Huérfanos 1409, piso 2, rematará el día 2 de abril de 2026, a las 12:00 horas, o en caso que por fuerza mayor ésta no pudiere realizarse en la fecha indicada, se llevará a efecto al día hábil siguiente a la misma hora, por videoconferencia, mediante la plataforma Zoom, el Departamento número dieciséis del segundo piso, la Bodega número noventa y seis del piso sótano y el Estacionamiento subterráneo número noventa y cinco, todos del 'Edificio Galeta', correspondiente al proyecto Condominio San Alfonso del Mar, del plano de Copropiedad agregado al final del Registro de Propiedad bajo el número cuatrocientos ochenta y uno del año dos mil dieciocho, construido en la Parcela número cinco, resultante de la subdivisión del Lote Uno, de la comuna de Algarrobo, Provincia de San Antonio, Región de Valparaíso, con una superficie aproximada de veinticuatro mil ochocientos treinta y tres coma cinco metros cuadrados, inscrito a fojas 233 vta. Número 204 del Registro de Propiedad del año 2025, del Registro de Bienes Raíces de Algarrobo y El Quisco. Mínimo Postura asciende a $ 116.524.498. Todo interesado en participar en la subasta como postor, deberá tener activa su Clave Única del Estado para la eventual suscripción de la correspondiente acta de remate, y, además, deberá disponer de los elementos.	[1554, 1128, 1777, 1428]
classified-ad	[135, 207, 357, 285]
ad-body: tiago, fijó subasta en causa Rit Z-80412023 caratulada Lizana/ Sierra, a realizar mediante videoconferencia, a través de página https://www.4juzgado familiasantiago.cl/ módulo agenda de audiencias, con 15 minutos de antelación a la hora de la audiencia, el 30 de marzo de 2026, 12:00 horas, del 50 de los derechos sobre el inmueble inscrito a fojas 15.126, número 22.560, Registro de Propiedad del CBR de Santiago año 2010, casa habitación número ocho, ubicado con frente a San Ramón número 2910-8, Condominio Lomas de San Ramón Lote H seis B, Las Condes, Región Metropolitana, plano archivado con número 319. Comprenden derechos de dominio y uso y goce de los bienes comunes del Condominio en la forma y proporción establecidas en la ley 19.537 y en el reglamento de copropiedad. Derechos sobre inmueble y de dominio y uso y goce de bienes comunes del condominio se encuentran a nombre de don Cristian Andrés Sierra Munizaga. Rol Avalúo número 3011 2, Las Condes. Mínimo para las posturas $108.239.038.- o valor vigente al momento en que se realice el remate. Precio pagadero al contado en dinero en efectivo mediante depósito en la cuenta corriente del tribunal, a más tardar al quinto día hábil de efectuada la subasta. Interesados, excepto la ejecutante, deberán rendir caución por un valor equivalente al 10 del mínimo fijado para las posturas mediante depósito judicial, en la cuenta corriente del tribunal, a más tardar a la hora y fecha indicada en las bases, individualizándose en módulo establecido en OJV indicando Rit de la causa, correo electrónico y número telefónico. Demás bases y antecedentes en la causa.- Santiago, veinte de febrero de dos mil veintiséis	[1318, 262, 1540, 650]
classified-ad	[371, 751, 594, 1173]
classified-ad	[135, 931, 357, 1076]
ad-body: E-277-2026 Autofin-Cabrera. Automóvil Mazda New 3 2017 JVGY.47. Mejor postor. 19 de marzo de 2026 12.00 horas plataforma zoom. Exhibición programada Alcalde Subercaseaux Nº 1706, Quilpué. Más antecedentes www.rematesvenegas.com. Consultas +56959419398. Martillero Paolo Venegas.	[135, 1087, 357, 1165]
ad-body: puestos. Garantía previa $ 300.000 ID 5539652345 acceso (subastas26). Trinidad Poniente 682, La Florida. Martillero Julián Ramírez, RNM 1824.	[135, 162, 357, 195]
classified-column	[608, 127, 830, 1954]
classified-ad	[1554, 162, 1777, 517]
ad-body: nimo de la subasta, por medio de vale vista o cupón de pago del Banco del Estado mediante vale vista bancario a la orden del Tribunal, asimismo deberá señalar correo electrónico para efectos de su notificación. El día del remate la Secretaría deberá certificar si los postores aparecen en el Registro de Deudores de Alimentos. Bases y demás antecedentes en la carpeta virtual. Firma La Secretaría. Talagante, once de marzo de dos mil veintiséis.	[608, 162, 830, 273]
section-label: Remates de propiedades	[1604, 133, 1720, 143]
section-code: 1616	[371, 131, 417, 155]
ad-lead: REMATE. 2º JUZGADO CIVIL DE	[845, 606, 989, 618]
section-label: Remates de propiedades	[421, 133, 537, 143]
column-divider	[364, 127, 365, 1954]
ad-lead: EXTRACTO ANTE EL 4º JUZGADO CI-	[1318, 662, 1507, 674]
classified-ad	[608, 162, 830, 273]
classified-column	[845, 127, 1067, 1954]
ad-body: RNM 1426, Rematara Judicialmente Mejor Postor Jueves 19 Marzo 2026, 13:15 horas, Vía Zoom, Los Bosquinos Parcela 22 Maipú. 27º Juzgado Civil Santiago. Fórum con Comercializadora H&S. Rol: C-10366-2025: Station Wagon Brilliance modelo GOS 2023, placa SYDB.16. Exhibición Martes y Jueves. Garantía $ 300.000 en Cuenta Corriente del Martillero hasta Miércoles 20:00 horas. remate@jsanmartin@gmail.com.	[135, 441, 357, 552]
ad-body: Huérfanos 1409, 15º piso, subastará 2 abril 2026, 13:00 horas, en dependencias del Tribunal, vivienda ubicada Pasaje La Cruz Nº 0877 corresponde sitio Nº 18 manzana N conjunto habitacional Cielos Andinos, comuna Puente Alto, Región Metropolitana, inscrito fojas 7032 vuelta, Nº 11271, registro propiedad conservador bienes raíces Puente Alto, año 2016. Mínimo posturas $ 25.781.829 precio 5º día hábil. Interesados deben constituir garantía equivalente 10% del mínimo de vale vista endosable a favor del tribunal que deberá ser entregado día anterior subasta entre 8:00 y 14:00 horas en dependencias del tribunal, junto con datos para individualización. Bases y mayores antecedentes oficina judicial virtual 'Banco del Estado de Chile con Walter Segundo González Álvarez', Rol C-2023-2020. Secretario/a.	[371, 1184, 594, 1374]
ad-body: dos vía pública, plataforma centroremates.cl, miércoles 18 de marzo, 12:30 hrs., Orden: I. Municipalidad de Florida, Custodia Metropolitana, Lo Echevers 920, Quilicura, más de 87 motos, autos, camionetas diferentes marcas, modelos, años patentes: UE8528, LRWO79, LVFF077, CWO267, DDH026, FJFF022, LRRT016, SGK084, SWX073, HSK048, SXG039, FXKJ053, BWY092, DTRD64, KFHO16, SSZ024, JWV044, LVH088, TCG012, KGL023, RXX011, TXK092, kpg032, gsb073, wx0178, tfr069, LVD044, RWX024, SXG038, PBY032, XHF092, KJL096, VTT093, LCG051, TCS049, LYR035, JHG033, ID0780, DLS023, PVP070, XRK074, GBT084, DDJ092, OHO099, JWC020, OWO211, PZO424, HTH091, VGL038, RBC019, TRF054, LTC028, OG0814, BBF049, LVT032, OXO234, XCO572, HZZ085, BDB044, AMO321, RVR082, PPB066, VZG051, JFJ060, VDZ093, GPJ065, JUO486, KGB032, VGS075, PKO619, RBX080, KLJ060, UYO418, LVX025, WVO937, TRF091, XPC071, VTV051, HDG095, PYZ026, YXG089, KPT075. Exhibición virtual, detalles, listado y fotos de vehículos en www.blaessinger.cl, comisión más impuestos legales vigentes, para participar debe acreditar una garantía de $ 500.000.- en cta/cte del Banco Chile nº 1950684302 a nombre de Pedro Aguayo Rut 10.051.107-k, enviar comprobante con datos personales a pagremates@gmail.com, hasta las 11.00 hrs. del 18 de marzo. Pedro Aguayo, Hector Blaessinger Regs. 537, 1674 fonos 999952640, 993324971.	[135, 564, 357, 919]
ad-body: Huérfanos 1409, 7º Piso, comuna de Santiago. Rol C-4944-2023, se rematará mediante plataforma Zoom, el 23 de abril de 2026 a las 12:00 horas, el departamento Nº 1.016 del décimo piso, del Conjunto Habitacional denominado 'Edificio Central Alameda', con acceso por calle Conde del Maule Nº 4.364, comuna de Estación Central, Región Metropolitana, y los derechos en proporción al valor de lo adquirido.	[608, 1406, 830, 1507]
ad-lead: 1º JUZGADO CIVIL SANTIAGO,	[371, 1184, 517, 1196]
ad-body: tare día Viernes 20 de Marzo de 2026, a las 12:00 horas. Martillero Paolo Venegas rematará Station Wagon marca Changan CS75 2.0 año 2018 inscripción JXVS.81-0 se exhibirá el Martes 17 y Miércoles 18 de Marzo, de 10:00 a 13:30 de 15:00 a 17:30. Coordinar visita al fono 959419398 968495379 en calle Lo Fontecilla Parcela 3 Lampa, Santiago. Por orden del 1º Juzgado Civil de San Bernardo; Tanner con Hume Rol E-4594-2025. www.rematesvenegas.com. garantía $ 500.000. Comisión más impuestos, Martillero Publico Miguel Peralta.	[135, 931, 357, 1076]
classified-ad	[608, 1128, 830, 1395]
ad-list	[135, 157, 357, 1529]
ad-lead: REMATE ORDEN 19º JCS. 13601-2025	[135, 206, 320, 218]
ad-lead: REMATE ORDEN JL DE LA CALERA	[135, 1087, 304, 1098]
section-heading	[845, 127, 1067, 157]
ad-body: Forum-Zuñiga. Automóvil Kia Soluto 2023 SLRX.20. Mejor postor. 19 de marzo de 2026. 12:00 horas. Exhibición Lo Fontecilla Parcela 03, Lampa. Días 17 y 18 de 10:00 a 13:30 y 15:00 a 17:30. Más antecedentes www.rematesvenegas.com. Consultas +56959419398. Martillero Paolo Venegas.	[135, 206, 357, 285]
classified-ad	[371, 1385, 594, 1508]
classified-ad	[135, 1218, 357, 1529]
ad-lead: REMATE. PRIMER JUZGADO CIVIL	[371, 462, 546, 473]
column-divider	[1074, 127, 1075, 1954]
ad-body: lor de lo adquirido en unión de los otros adquirentes en los bienes comunes entre los cuales se encuentra el terreno. El inmueble se encuentra inscrito a fojas 48857 número 71432 del Registro de Propiedad del año 2021 del Conservador de Bienes Raíces de Santiago. El mínimo para las posturas será la suma de $ 50.538.718. Para participar en la subasta, todo postor, a excepción del ejecutante, deberá rendir la garantía para participar en la subasta, equivalente al 10% del mínimo fijado, mediante vale vista bancario a la orden del tribunal, tomado por la persona que comparecerá a la subasta, o por el representante legal, en caso de que esta fuere persona jurídica, garantía que se imputará al precio del remate, o se hará efectiva en la forma legal. Los interesados deberán presentar el vale vista en dependencias del tribunal, el día hábil anterior a la fecha fijada para el remate, entre las 12:00 y 14:00 horas, debiendo entregar copia de su carnet de identidad, además de señalar el nombre completo del postor, su mail y teléfono, a fin de coordinar su participación vía correo electrónico y recibir el link con la invitación del remate a efectuarse por videoconferencia a través de la plataforma Zoom. El saldo del precio de la subasta deberá pagarse al contado, dentro de quinto día hábil de efectuada la subasta, mediante cupón de pago en el Banco Estado o depósito judicial a la cuenta corriente del Tribunal, ingresando copia de dicho comprobante por la OJV, enviando un aviso al correo electrónico del Tribunal postulaciones@pjud.cl, indicando su nombre, Rut y Rol de la causa. De conformidad a lo establecido en el artículo 29 de la Ley Nº 21.389, no se admitirá la participación como postores de personas que cuenten con inscripción vigente en calidad de deudores en el Registro Nacional de Deudores de Alimentos. Demás bases y antecedentes en Juicio Ejecutivo 'Banco Santander-Chile S.A. con Echegaray' Rol C-20910-2024. Secretaria.	[845, 162, 1067, 594]
classified-ad	[371, 1185, 594, 1374]
ad-lead: REMATE 2º JUZGADO CIVIL DE SAN-	[845, 984, 1037, 995]
ad-body: marzo 2026, 12.00 horas online plataforma zoom orden 24º Juzgado Civil Santiago Rol: C-10.787-2025 Global Soluciones Financieras con Perez, en Los Bosquinos Parcela 22 Villa Los Héroes de Maipú automóvil Kia Motors Rio 5 Ex 1.4 año 2018 inscripción: KHCB.85-3 garantía previa transferencia hasta dos antes del remate 17:00 hrs $ 500.000.- Exhibición 17-18 marzo 11 a 17 horas, comisión más impuestos legales Barbara Godoy Toro Eduis Godoy Toro Rnm 1.471-1.728 consultas fono: 988880195 martillero@rematesgodoy.cl.	[135, 296, 357, 429]
classified-ad	[1081, 1173, 1304, 1540]
section-heading	[371, 127, 594, 157]
section-heading	[1318, 127, 1540, 157]
ad-lead: CUARTO JUZGADO FAMILIA SAN-	[1318, 262, 1489, 273]
